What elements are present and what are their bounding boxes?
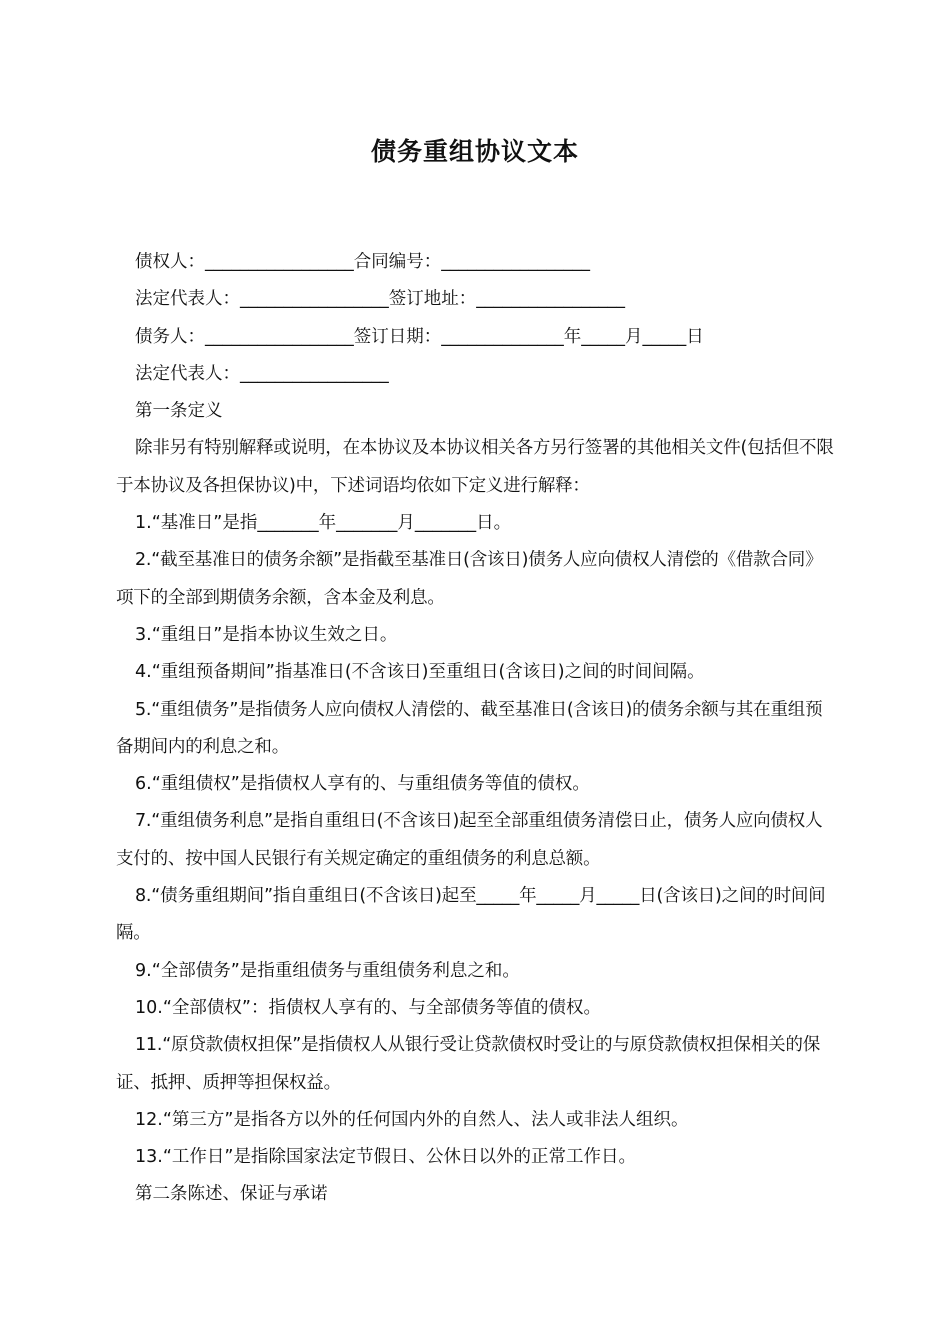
definition-item-12: 12.“第三方”是指各方以外的任何国内外的自然人、法人或非法人组织。 [135, 1109, 689, 1130]
definition-item-9: 9.“全部债务”是指重组债务与重组债务利息之和。 [135, 960, 520, 981]
document-title: 债务重组协议文本 [370, 137, 579, 166]
definition-item-3: 3.“重组日”是指本协议生效之日。 [135, 624, 398, 645]
document-body [116, 244, 838, 1214]
definition-item-13: 13.“工作日”是指除国家法定节假日、公休日以外的正常工作日。 [135, 1147, 636, 1168]
article-2-heading: 第二条陈述、保证与承诺 [135, 1184, 328, 1205]
creditor-line: 债权人：_________________合同编号：_________________ [135, 252, 590, 272]
definition-item-2: 2.“截至基准日的债务余额”是指截至基准日(含该日)债务人应向债权人清偿的《借款合同》项下的全部到期债务余额，含本金及利息。 [116, 550, 823, 608]
definition-item-5: 5.“重组债务”是指债务人应向债权人清偿的、截至基准日(含该日)的债务余额与其在重组预备期间内的利息之和。 [116, 699, 823, 757]
definition-item-10: 10.“全部债权”：指债权人享有的、与全部债务等值的债权。 [135, 997, 601, 1018]
definition-item-8: 8.“债务重组期间”指自重组日(不含该日)起至_____年_____月_____日(含该日)之间的时间间隔。 [116, 886, 826, 944]
debtor-representative-line: 法定代表人：_________________ [135, 363, 389, 384]
definition-item-4: 4.“重组预备期间”指基准日(不含该日)至重组日(含该日)之间的时间间隔。 [135, 662, 705, 683]
definition-item-7: 7.“重组债务利息”是指自重组日(不含该日)起至全部重组债务清偿日止，债务人应向债权人支付的、按中国人民银行有关规定确定的重组债务的利息总额。 [116, 811, 823, 869]
definition-item-1: 1.“基准日”是指_______年_______月_______日。 [135, 513, 512, 534]
article-1-intro: 除非另有特别解释或说明，在本协议及本协议相关各方另行签署的其他相关文件(包括但不限于本协议及各担保协议)中，下述词语均依如下定义进行解释： [116, 438, 834, 496]
creditor-representative-line: 法定代表人：_________________签订地址：_________________ [135, 289, 625, 310]
definition-item-11: 11.“原贷款债权担保”是指债权人从银行受让贷款债权时受让的与原贷款债权担保相关的保证、抵押、质押等担保权益。 [116, 1035, 821, 1093]
debtor-line: 债务人：_________________签订日期：______________年_____月_____日 [135, 326, 704, 347]
article-1-heading: 第一条定义 [135, 401, 223, 422]
definition-item-6: 6.“重组债权”是指债权人享有的、与重组债务等值的债权。 [135, 774, 590, 795]
